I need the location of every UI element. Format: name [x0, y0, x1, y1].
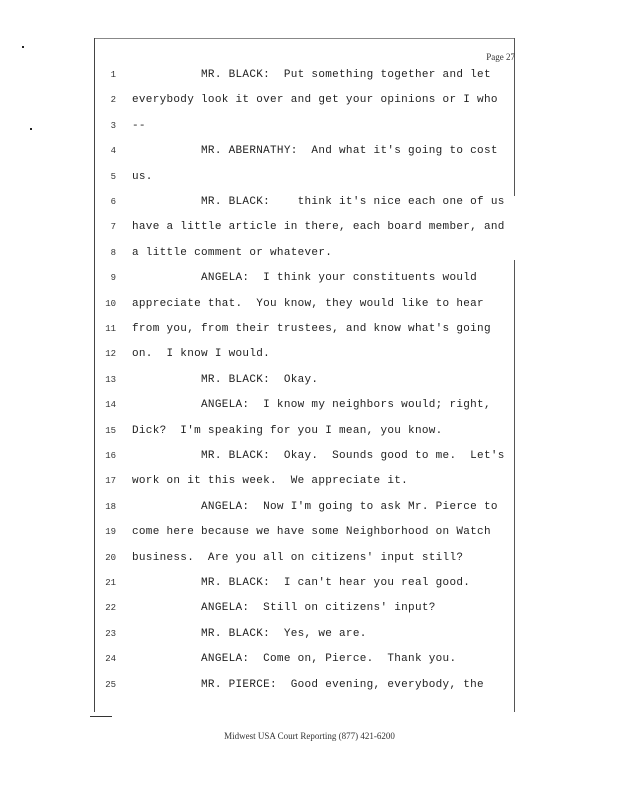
transcript-line [104, 145, 514, 163]
transcript-line [104, 120, 514, 138]
line-text: business. Are you all on citizens' input still? [132, 551, 464, 564]
page-number: Page 27 [486, 52, 515, 62]
line-text: appreciate that. You know, they would like to hear [132, 297, 484, 310]
scan-speck [22, 46, 24, 48]
line-text: everybody look it over and get your opinions or I who [132, 94, 498, 107]
line-number: 4 [110, 146, 116, 157]
transcript-line [104, 323, 514, 341]
line-text: MR. PIERCE: Good evening, everybody, the [132, 678, 484, 691]
transcript-line [104, 374, 514, 392]
line-number: 23 [105, 628, 116, 639]
transcript-line [104, 348, 514, 366]
line-number: 13 [105, 374, 116, 385]
transcript-line [104, 94, 514, 112]
line-number: 7 [110, 222, 116, 233]
page-frame-bottom-mark [90, 716, 112, 717]
line-text: MR. BLACK: Okay. Sounds good to me. Let's [132, 450, 505, 462]
line-text: ANGELA: Now I'm going to ask Mr. Pierce to [132, 500, 498, 513]
line-text: MR. BLACK: I can't hear you real good. [132, 577, 471, 589]
transcript-line [104, 526, 514, 544]
line-number: 3 [110, 120, 116, 131]
line-text: us. [132, 170, 153, 183]
scan-fade [506, 196, 526, 260]
line-number: 21 [105, 578, 116, 588]
line-number: 18 [105, 501, 116, 512]
line-text: MR. BLACK: Put something together and let [132, 69, 491, 81]
transcript-line [104, 450, 514, 468]
line-number: 10 [105, 298, 116, 309]
line-number: 2 [110, 95, 116, 106]
line-number: 25 [105, 679, 116, 690]
transcript-line [104, 196, 514, 214]
line-text: ANGELA: I think your constituents would [132, 272, 478, 285]
line-text: -- [132, 119, 146, 132]
line-text: a little comment or whatever. [132, 246, 333, 259]
transcript-line [104, 628, 514, 646]
page-frame-left [94, 38, 95, 712]
line-text: MR. ABERNATHY: And what it's going to cost [132, 145, 498, 158]
transcript-line [104, 475, 514, 493]
line-number: 1 [110, 70, 116, 80]
line-text: MR. BLACK: think it's nice each one of us [132, 196, 505, 208]
line-number: 20 [105, 552, 116, 563]
line-text: have a little article in there, each board member, and [132, 221, 505, 234]
transcript-line [104, 171, 514, 189]
page-frame-right [514, 38, 515, 712]
line-text: work on it this week. We appreciate it. [132, 475, 409, 488]
transcript-line [104, 298, 514, 316]
transcript-line [104, 653, 514, 671]
line-text: MR. BLACK: Yes, we are. [132, 627, 367, 640]
line-text: MR. BLACK: Okay. [132, 373, 319, 386]
transcript-line [104, 69, 514, 87]
transcript-line [104, 221, 514, 239]
line-number: 8 [110, 247, 116, 258]
footer-reporter: Midwest USA Court Reporting (877) 421-6200 [224, 731, 395, 741]
line-number: 17 [105, 476, 116, 487]
line-number: 19 [105, 527, 116, 538]
transcript-line [104, 552, 514, 570]
line-number: 16 [105, 451, 116, 461]
line-number: 11 [105, 324, 116, 334]
transcript-line [104, 501, 514, 519]
scan-speck [30, 128, 32, 130]
transcript-line [104, 577, 514, 595]
line-text: come here because we have some Neighborhood on Watch [132, 526, 491, 539]
line-text: ANGELA: Still on citizens' input? [132, 602, 436, 615]
line-text: Dick? I'm speaking for you I mean, you know. [132, 424, 443, 437]
transcript-line [104, 399, 514, 417]
transcript-line [104, 247, 514, 265]
line-number: 14 [105, 400, 116, 411]
line-number: 15 [105, 425, 116, 436]
line-number: 6 [110, 197, 116, 207]
transcript-line [104, 425, 514, 443]
transcript-line [104, 679, 514, 697]
line-text: on. I know I would. [132, 348, 271, 361]
page-frame-top [94, 38, 514, 39]
line-number: 22 [105, 603, 116, 614]
line-text: ANGELA: Come on, Pierce. Thank you. [132, 653, 457, 666]
line-number: 24 [105, 654, 116, 665]
line-text: from you, from their trustees, and know what's going [132, 323, 491, 335]
transcript-line [104, 602, 514, 620]
line-text: ANGELA: I know my neighbors would; right, [132, 399, 491, 412]
line-number: 5 [110, 171, 116, 182]
transcript-line [104, 272, 514, 290]
line-number: 12 [105, 349, 116, 360]
line-number: 9 [110, 273, 116, 284]
